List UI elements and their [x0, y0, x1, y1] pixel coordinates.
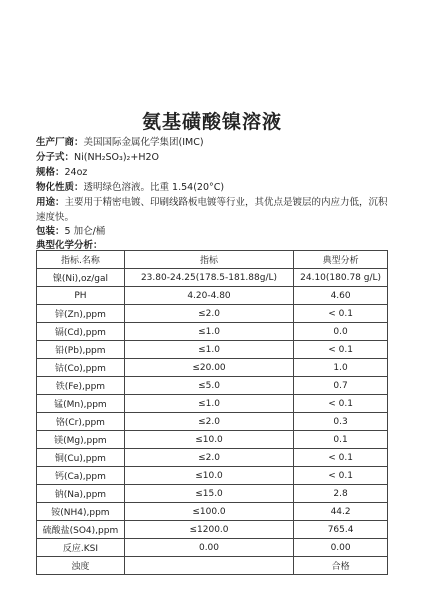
table-cell: 1.0 [294, 359, 388, 377]
table-cell: 铁(Fe),ppm [37, 377, 125, 395]
info-line-properties [36, 180, 396, 195]
info-value: 5 加仑/桶 [64, 226, 106, 237]
table-row [37, 431, 388, 449]
table-row [37, 377, 388, 395]
info-key: 生产厂商： [36, 137, 84, 148]
table-header-row [37, 251, 388, 269]
table-cell: 铜(Cu),ppm [37, 449, 125, 467]
table-cell: 0.00 [124, 539, 293, 557]
table-cell: < 0.1 [294, 305, 388, 323]
table-cell: 钙(Ca),ppm [37, 467, 125, 485]
table-cell: 钠(Na),ppm [37, 485, 125, 503]
table-row [37, 413, 388, 431]
table-row [37, 539, 388, 557]
table-cell: < 0.1 [294, 449, 388, 467]
table-cell: PH [37, 287, 125, 305]
table-cell: 2.8 [294, 485, 388, 503]
table-cell: 765.4 [294, 521, 388, 539]
table-cell: 镁(Mg),ppm [37, 431, 125, 449]
info-key: 典型化学分析： [36, 240, 103, 251]
info-key: 包装： [36, 226, 65, 237]
document-title: 氨基磺酸镍溶液 [141, 111, 282, 133]
table-cell: ≤10.0 [124, 431, 293, 449]
info-value: 美国国际金属化学集团(IMC) [83, 137, 204, 148]
table-cell: 浊度 [37, 557, 125, 575]
table-cell: ≤10.0 [124, 467, 293, 485]
table-cell: 硫酸盐(SO4),ppm [37, 521, 125, 539]
info-value: 主要用于精密电镀、印刷线路板电镀等行业，其优点是镀层的内应力低，沉积速度快。 [36, 197, 388, 223]
table-cell: 钴(Co),ppm [37, 359, 125, 377]
table-row [37, 521, 388, 539]
table-cell: ≤1.0 [124, 323, 293, 341]
info-line-spec [36, 165, 396, 180]
table-row [37, 323, 388, 341]
table-cell: 镍(Ni),oz/gal [37, 269, 125, 287]
table-cell: ≤2.0 [124, 305, 293, 323]
analysis-table [36, 250, 388, 575]
table-cell: 4.20-4.80 [124, 287, 293, 305]
table-cell: 合格 [294, 557, 388, 575]
table-cell: 0.1 [294, 431, 388, 449]
table-cell: ≤5.0 [124, 377, 293, 395]
table-cell: < 0.1 [294, 341, 388, 359]
table-body [37, 269, 388, 575]
table-cell: < 0.1 [294, 395, 388, 413]
table-cell: ≤2.0 [124, 413, 293, 431]
table-cell: 24.10(180.78 g/L) [294, 269, 388, 287]
table-cell: ≤100.0 [124, 503, 293, 521]
info-key: 用途： [36, 197, 65, 208]
table-cell: 铬(Cr),ppm [37, 413, 125, 431]
info-value: 24oz [64, 167, 88, 178]
table-row [37, 305, 388, 323]
info-line-usage [36, 195, 396, 225]
table-header-cell: 指标.名称 [37, 251, 125, 269]
table-cell: 44.2 [294, 503, 388, 521]
table-cell: 锌(Zn),ppm [37, 305, 125, 323]
table-cell: ≤2.0 [124, 449, 293, 467]
info-key: 物化性质： [36, 182, 84, 193]
table-cell: ≤1.0 [124, 395, 293, 413]
table-row [37, 287, 388, 305]
table-cell: 反应.KSI [37, 539, 125, 557]
info-key: 分子式： [36, 152, 75, 163]
table-row [37, 359, 388, 377]
info-key: 规格： [36, 167, 65, 178]
table-cell: 4.60 [294, 287, 388, 305]
table-cell: < 0.1 [294, 467, 388, 485]
table-row [37, 449, 388, 467]
table-row [37, 503, 388, 521]
table-row [37, 467, 388, 485]
table-row [37, 269, 388, 287]
table-cell: ≤20.00 [124, 359, 293, 377]
info-value: 透明绿色溶液。比重 1.54(20°C) [83, 182, 225, 193]
table-cell: 铅(Pb),ppm [37, 341, 125, 359]
table-cell: ≤1200.0 [124, 521, 293, 539]
table-cell: 0.00 [294, 539, 388, 557]
info-value: Ni(NH₂SO₃)₂+H2O [74, 152, 159, 163]
table-row [37, 395, 388, 413]
table-row [37, 341, 388, 359]
table-row [37, 557, 388, 575]
table-cell: 0.0 [294, 323, 388, 341]
table-cell: 锰(Mn),ppm [37, 395, 125, 413]
table-cell: 0.3 [294, 413, 388, 431]
table-cell [124, 557, 293, 575]
info-line-manufacturer [36, 135, 396, 150]
table-cell: ≤15.0 [124, 485, 293, 503]
info-line-packaging [36, 224, 396, 239]
table-cell: ≤1.0 [124, 341, 293, 359]
table-header-cell: 典型分析 [294, 251, 388, 269]
table-cell: 0.7 [294, 377, 388, 395]
table-cell: 23.80-24.25(178.5-181.88g/L) [124, 269, 293, 287]
info-line-formula [36, 150, 396, 165]
table-cell: 镉(Cd),ppm [37, 323, 125, 341]
table-header-cell: 指标 [124, 251, 293, 269]
table-cell: 铵(NH4),ppm [37, 503, 125, 521]
table-row [37, 485, 388, 503]
